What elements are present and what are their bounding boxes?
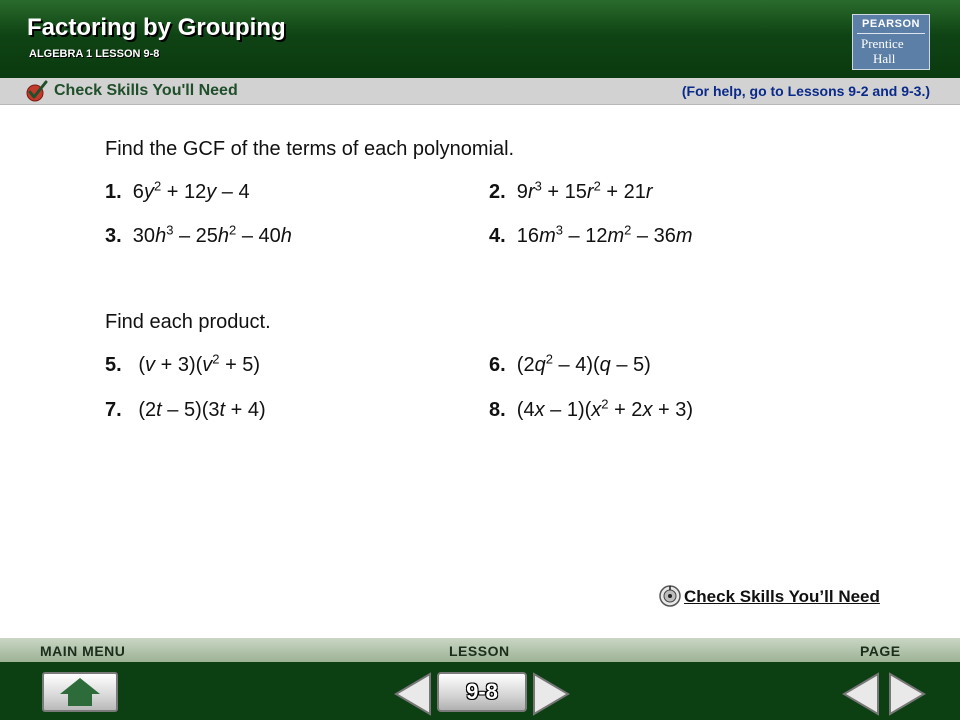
navigation-footer [0,638,960,720]
problem-1-number: 1. [105,181,122,203]
problem-4-number: 4. [489,225,506,247]
problem-6-expression: $(2q^2 - 4)(q - 5)$ [511,351,651,376]
next-page-button[interactable] [888,672,928,716]
home-button[interactable] [42,672,118,712]
problem-8 [489,396,694,422]
logo-brand: PEARSON [862,18,920,30]
problem-2-expression: $9r^3 + 15r^2 + 21r$ [511,178,653,203]
problem-5-number: 5. [105,354,122,376]
problem-8-number: 8. [489,399,506,421]
publisher-logo [852,14,930,70]
next-lesson-button[interactable] [532,672,572,716]
lesson-number-badge: 9-8 [437,672,527,712]
problem-3-expression: $30h^3 - 25h^2 - 40h$ [127,222,292,247]
problem-6-number: 6. [489,354,506,376]
page-label: PAGE [860,643,901,659]
problem-4 [489,222,693,248]
check-skills-link-label[interactable]: Check Skills You’ll Need [684,587,880,606]
problem-4-expression: $16m^3 - 12m^2 - 36m$ [511,222,693,247]
next-arrow-icon [890,674,924,714]
check-skills-bar [0,78,960,105]
previous-arrow-icon [844,674,878,714]
problem-5 [105,351,261,377]
check-skills-heading: Check Skills You'll Need [54,82,238,99]
help-note: (For help, go to Lessons 9-2 and 9-3.) [681,83,930,99]
problem-7-expression: (2t – 5)(3t + 4) [127,399,266,421]
instruction-product: Find each product. [105,311,271,333]
logo-line1: Prentice [861,36,904,51]
next-arrow-icon [534,674,568,714]
header-bar [0,0,960,78]
problem-2-number: 2. [489,181,506,203]
lesson-label: LESSON [449,643,510,659]
problem-3 [105,222,292,248]
problem-1-expression: $6y^2 + 12y - 4$ [127,178,250,203]
previous-lesson-button[interactable] [392,672,432,716]
previous-arrow-icon [396,674,430,714]
problem-1 [105,178,250,204]
problem-6 [489,351,651,377]
problem-5-expression: $(v + 3)(v^2 + 5)$ [127,351,261,376]
logo-line2: Hall [873,51,896,66]
lesson-subtitle: ALGEBRA 1 LESSON 9-8 [29,48,160,60]
check-mark-icon [24,80,48,102]
instruction-gcf: Find the GCF of the terms of each polynomial. [105,138,515,160]
problem-2 [489,178,653,204]
page-title: Factoring by Grouping [27,14,286,41]
problem-8-expression: $(4x - 1)(x^2 + 2x + 3)$ [511,396,694,421]
previous-page-button[interactable] [840,672,880,716]
dial-icon [658,584,682,608]
home-icon [44,674,116,710]
main-menu-label: MAIN MENU [40,643,126,659]
problem-7 [105,399,266,422]
logo-divider [857,33,925,34]
footer-label-strip [0,638,960,662]
problem-3-number: 3. [105,225,122,247]
problem-7-number: 7. [105,399,122,421]
